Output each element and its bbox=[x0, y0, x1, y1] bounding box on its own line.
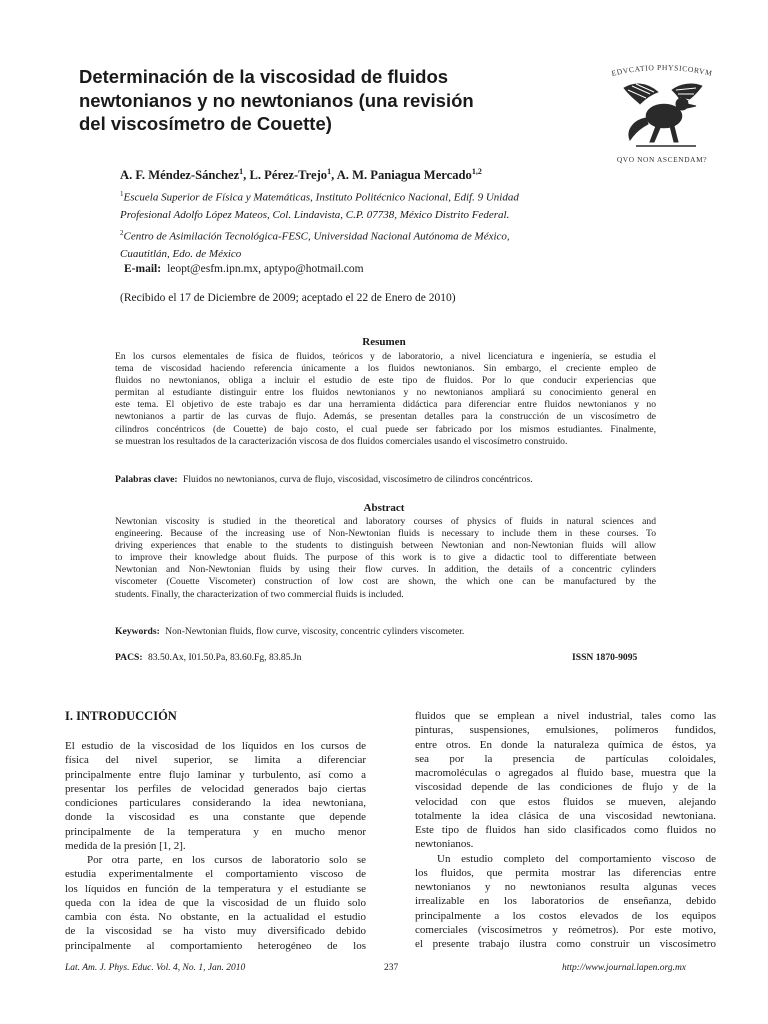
body-line: irrealizable en los laboratorios de enseñanza, debido bbox=[415, 895, 716, 908]
affiliation-marker: 2 bbox=[120, 228, 124, 237]
abstract-line: Newtonian and Non-Newtonian fluids by using their flow curves. In addition, the details of a concentric cylinders bbox=[115, 564, 656, 576]
author-name: A. F. Méndez-Sánchez bbox=[120, 168, 240, 183]
page-number: 237 bbox=[384, 963, 399, 973]
body-line: viscosidad depende de las condiciones de flujo y de la bbox=[415, 781, 716, 794]
body-line: principalmente de la temperatura y en mucho menor bbox=[65, 825, 366, 838]
body-line: pinturas, suspensiones, emulsiones, polímeros fundidos, bbox=[415, 724, 716, 737]
body-line: newtonianos. bbox=[415, 838, 474, 851]
footer-url-link[interactable]: http://www.journal.lapen.org.mx bbox=[562, 963, 687, 973]
email-line bbox=[124, 263, 364, 275]
griffin-icon bbox=[624, 84, 702, 146]
body-line: donde la viscosidad es una constante que depende bbox=[65, 811, 366, 824]
affiliation-line bbox=[120, 225, 590, 246]
affiliation-marker: 1,2 bbox=[471, 167, 482, 176]
palabras-clave-text: Fluidos no newtonianos, curva de flujo, viscosidad, viscosímetro de cilindros concéntricos. bbox=[183, 474, 533, 485]
body-line: velocidad con que estos fluidos se mueven, alejando bbox=[415, 795, 716, 808]
body-line: El estudio de la viscosidad de los líquidos en los cursos de bbox=[65, 740, 366, 752]
resumen-line: se muestran los resultados de la caracterización viscosa de dos fluidos comerciales usando el viscosímetro construido. bbox=[115, 435, 568, 447]
title-line: del viscosímetro de Couette) bbox=[79, 113, 332, 134]
footer-journal-citation: Lat. Am. J. Phys. Educ. Vol. 4, No. 1, Jan. 2010 bbox=[65, 963, 246, 973]
abstract-line: viscometer (Couette Viscometer) construction of low cost are shown, the which one can be manufactured by the bbox=[115, 576, 656, 588]
email-label: E-mail: bbox=[124, 263, 162, 275]
keywords bbox=[115, 626, 464, 637]
abstract-line: engineering. Because of the increasing use of Non-Newtonian fluids is necessary to include them in these courses. To bbox=[115, 528, 656, 540]
resumen-line: permitan al estudiante distinguir entre los fluidos newtonianos y no newtonianos ampliará su conocimiento general en bbox=[115, 387, 656, 399]
resumen-line: este tema. El objetivo de este trabajo es dar una herramienta didáctica para diferenciar entre fluidos newtonianos y no bbox=[115, 399, 656, 411]
body-line: los líquidos en función de la temperatura y el estudiante se bbox=[65, 882, 366, 895]
affiliation-text: Centro de Asimilación Tecnológica-FESC, Universidad Nacional Autónoma de México, bbox=[123, 230, 510, 243]
body-line: condiciones particulares considerando la idea newtoniana, bbox=[65, 797, 366, 809]
paper-title bbox=[79, 65, 549, 136]
svg-text:EDVCATIO PHYSICORVM bbox=[611, 63, 714, 78]
abstract-line: students. Finally, the characterization of two commercial fluids is included. bbox=[115, 588, 404, 600]
author-name: , L. Pérez-Trejo bbox=[243, 168, 328, 183]
pacs-line bbox=[115, 652, 301, 663]
body-line: de la viscosidad se ha visto muy diversificado debido bbox=[65, 925, 366, 938]
body-line: newtonianos y no newtonianos resulta algunas veces bbox=[415, 881, 716, 893]
logo-bottom-text: QVO NON ASCENDAM? bbox=[616, 155, 708, 164]
resumen-heading: Resumen bbox=[362, 336, 406, 348]
issn: ISSN 1870-9095 bbox=[572, 652, 638, 663]
author-list bbox=[120, 167, 482, 183]
body-line: queda con la idea de que la viscosidad de un fluido solo bbox=[65, 896, 366, 909]
pacs-label: PACS: bbox=[115, 652, 143, 663]
body-line: fluidos que se emplean a nivel industrial, tales como las bbox=[415, 710, 716, 722]
body-line: cambia con ésta. No obstante, en la actualidad el estudio bbox=[65, 911, 366, 923]
body-line: macromoléculas o agregados al fluido base, muestra que la bbox=[415, 767, 716, 779]
resumen-line: tema de viscosidad haciendo referencia únicamente a los fluidos newtonianos. Sin embargo, el creciente empleo de bbox=[115, 363, 656, 375]
affiliation-marker: 1 bbox=[120, 190, 124, 198]
palabras-clave bbox=[115, 474, 533, 485]
resumen-text bbox=[115, 351, 656, 448]
body-line: totalmente la idea clásica de una viscosidad newtoniana. bbox=[415, 809, 716, 822]
title-line: newtonianos y no newtonianos (una revisión bbox=[79, 89, 474, 111]
section-heading: I. INTRODUCCIÓN bbox=[65, 709, 177, 723]
body-line: el presente trabajo ilustra como construir un viscosímetro bbox=[415, 938, 716, 950]
resumen-line: fluidos no newtonianos, obliga a incluir el estudio de este tipo de fluidos. Por lo que conducir experiencias que bbox=[115, 375, 656, 387]
author-name: , A. M. Paniagua Mercado bbox=[331, 168, 472, 183]
abstract-line: driving experiences that enable to the students to distinguish between Newtonian and non-Newtonian fluids will allow bbox=[115, 540, 656, 552]
body-line: Un estudio completo del comportamiento viscoso de bbox=[437, 852, 716, 865]
body-line: principalmente entre flujo laminar y turbulento, así como a bbox=[65, 768, 366, 781]
resumen-line: En los cursos elementales de física de fluidos, teóricos y de laboratorio, a nivel licenciatura e ingeniería, se estudia el bbox=[115, 351, 656, 362]
affiliation-line: Profesional Adolfo López Mateos, Col. Lindavista, C.P. 07738, México Distrito Federal. bbox=[120, 209, 510, 222]
body-line: Este tipo de fluidos han sido clasificados como fluidos no bbox=[415, 824, 716, 836]
body-line: estudia experimentalmente el comportamiento viscoso de bbox=[65, 868, 366, 881]
logo-top-text: EDVCATIO PHYSICORVM bbox=[610, 62, 714, 78]
body-line: medida de la presión [1, 2]. bbox=[65, 839, 186, 852]
abstract-line: to improve their knowledge about fluids. The purpose of this work is to give a didactic tool to differentiate between bbox=[115, 552, 656, 564]
body-line: presentar los perfiles de velocidad generados bajo ciertas bbox=[65, 782, 366, 795]
pacs-codes: 83.50.Ax, I01.50.Pa, 83.60.Fg, 83.85.Jn bbox=[147, 652, 302, 663]
title-line: Determinación de la viscosidad de fluidos bbox=[79, 66, 449, 87]
body-line: entre otros. En donde la naturaleza química de éstos, ya bbox=[415, 738, 716, 751]
affiliations bbox=[120, 186, 590, 263]
body-line: los fluidos, que permita mostrar las diferencias entre bbox=[415, 866, 716, 879]
received-dates: (Recibido el 17 de Diciembre de 2009; aceptado el 22 de Enero de 2010) bbox=[120, 292, 456, 304]
keywords-label: Keywords: bbox=[115, 626, 160, 637]
abstract-text bbox=[115, 516, 656, 601]
resumen-line: cilindros concéntricos (de Couette) de bajo costo, el cual puede ser fabricado por los mismos estudiantes. Finalmente, bbox=[115, 423, 656, 435]
affiliation-marker: 1 bbox=[239, 167, 244, 176]
affiliation-line: Cuautitlán, Edo. de México bbox=[120, 247, 242, 260]
palabras-clave-label: Palabras clave: bbox=[115, 474, 178, 485]
body-line: principalmente a los costos elevados de los equipos bbox=[415, 909, 716, 922]
abstract-heading: Abstract bbox=[363, 502, 405, 514]
body-line: física del nivel superior, se limita a diferenciar bbox=[65, 754, 366, 767]
right-column-text bbox=[415, 709, 716, 951]
body-line: principalmente al comportamiento heterogéneo de los bbox=[65, 939, 366, 952]
body-line: sea por la presencia de partículas coloidales, bbox=[415, 752, 716, 765]
keywords-text: Non-Newtonian fluids, flow curve, viscosity, concentric cylinders viscometer. bbox=[165, 626, 465, 637]
affiliation-line bbox=[120, 186, 590, 207]
body-line: comerciales (viscosímetros y reómetros). Por este motivo, bbox=[415, 923, 716, 936]
abstract-line: Newtonian viscosity is studied in the theoretical and laboratory courses of physics of fluids in natural sciences and bbox=[115, 516, 656, 527]
body-line: Por otra parte, en los cursos de laboratorio solo se bbox=[87, 854, 366, 866]
affiliation-marker: 1 bbox=[327, 167, 332, 176]
left-column-text bbox=[65, 739, 366, 953]
email-addresses[interactable]: leopt@esfm.ipn.mx, aptypo@hotmail.com bbox=[167, 263, 364, 275]
journal-emblem-logo bbox=[606, 60, 718, 166]
resumen-line: newtonianos a partir de las curvas de flujo. Además, se presentan detalles para la construcción de un viscosímetro de bbox=[115, 411, 656, 423]
affiliation-text: Escuela Superior de Física y Matemáticas, Instituto Politécnico Nacional, Edif. 9 Unidad bbox=[123, 191, 519, 204]
